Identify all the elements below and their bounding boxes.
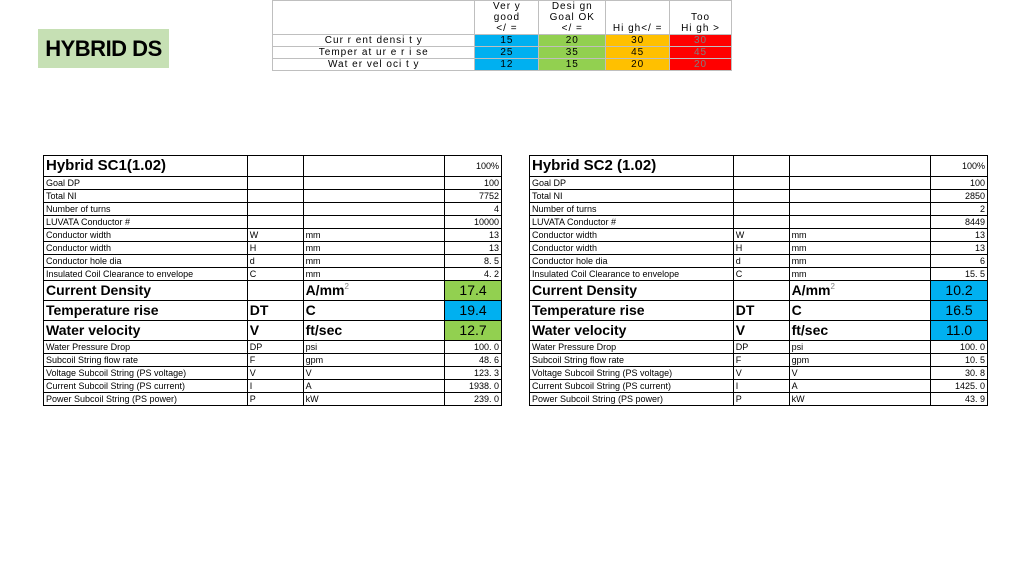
table-row: [44, 216, 502, 229]
row-symbol: d: [247, 255, 303, 268]
row-label: Water Pressure Drop: [530, 341, 734, 354]
row-value: 100. 0: [445, 341, 502, 354]
legend-threshold-cell: 15: [475, 35, 539, 47]
row-unit: [789, 203, 931, 216]
metric-label: Water velocity: [44, 321, 248, 341]
row-label: Insulated Coil Clearance to envelope: [44, 268, 248, 281]
row-unit: [303, 203, 445, 216]
legend-header-row: [273, 12, 732, 23]
row-value: 10000: [445, 216, 502, 229]
metric-symbol: [733, 281, 789, 301]
row-value: 48. 6: [445, 354, 502, 367]
row-symbol: [733, 177, 789, 190]
table-row: [44, 229, 502, 242]
legend-table: [272, 0, 732, 71]
row-unit: V: [789, 367, 931, 380]
row-unit: gpm: [789, 354, 931, 367]
row-unit: [789, 216, 931, 229]
table-row: [44, 190, 502, 203]
metric-unit-text: C: [305, 302, 316, 318]
key-metric-row: [530, 321, 988, 341]
key-metric-row: [530, 281, 988, 301]
legend-header-cell: Desi gn: [539, 1, 606, 13]
empty-cell: [303, 156, 445, 177]
row-symbol: [247, 203, 303, 216]
row-symbol: C: [247, 268, 303, 281]
row-value: 13: [931, 242, 988, 255]
row-symbol: [247, 177, 303, 190]
row-label: LUVATA Conductor #: [530, 216, 734, 229]
key-metric-row: [44, 301, 502, 321]
row-value: 6: [931, 255, 988, 268]
table-row: [530, 229, 988, 242]
table-row: [530, 367, 988, 380]
row-symbol: [733, 190, 789, 203]
metric-value: 10.2: [931, 281, 988, 301]
legend-header-cell: [670, 1, 732, 13]
metric-label: Temperature rise: [44, 301, 248, 321]
legend-header-cell: </ =: [475, 23, 539, 35]
row-unit: A: [303, 380, 445, 393]
row-label: LUVATA Conductor #: [44, 216, 248, 229]
legend-row: [273, 35, 732, 47]
row-label: Conductor width: [44, 229, 248, 242]
table-row: [44, 393, 502, 406]
row-label: Power Subcoil String (PS power): [530, 393, 734, 406]
legend-header-cell: Too: [670, 12, 732, 23]
table-row: [530, 203, 988, 216]
sc1-table: [43, 155, 502, 406]
row-value: 13: [931, 229, 988, 242]
row-unit: mm: [303, 268, 445, 281]
metric-symbol: DT: [733, 301, 789, 321]
row-unit: kW: [789, 393, 931, 406]
row-label: Number of turns: [530, 203, 734, 216]
table-row: [44, 341, 502, 354]
row-value: 13: [445, 242, 502, 255]
metric-symbol: V: [733, 321, 789, 341]
row-symbol: V: [733, 367, 789, 380]
table-row: [44, 242, 502, 255]
table-row: [530, 393, 988, 406]
row-symbol: DP: [733, 341, 789, 354]
row-label: Power Subcoil String (PS power): [44, 393, 248, 406]
row-value: 123. 3: [445, 367, 502, 380]
legend-row-label: Temper at ur e r i se: [273, 47, 475, 59]
legend-threshold-cell: 45: [606, 47, 670, 59]
legend-header-cell: Goal OK: [539, 12, 606, 23]
row-label: Conductor width: [530, 242, 734, 255]
row-symbol: d: [733, 255, 789, 268]
row-value: 8. 5: [445, 255, 502, 268]
legend-header-cell: Ver y: [475, 1, 539, 13]
row-label: Subcoil String flow rate: [44, 354, 248, 367]
row-value: 2850: [931, 190, 988, 203]
metric-unit-text: ft/sec: [791, 322, 829, 338]
row-symbol: I: [247, 380, 303, 393]
legend-header-cell: good: [475, 12, 539, 23]
page-title: HYBRID DS: [38, 29, 169, 68]
row-unit: mm: [303, 229, 445, 242]
row-value: 15. 5: [931, 268, 988, 281]
row-label: Conductor width: [44, 242, 248, 255]
metric-unit: [789, 301, 931, 321]
sc2-table: [529, 155, 988, 406]
row-unit: mm: [303, 255, 445, 268]
row-value: 4: [445, 203, 502, 216]
key-metric-row: [44, 281, 502, 301]
table-row: [44, 380, 502, 393]
metric-value: 16.5: [931, 301, 988, 321]
empty-cell: [733, 156, 789, 177]
row-value: 100: [931, 177, 988, 190]
legend-corner: [273, 23, 475, 35]
legend-header-row: [273, 23, 732, 35]
legend-row-label: Cur r ent densi t y: [273, 35, 475, 47]
row-unit: [789, 190, 931, 203]
row-label: Voltage Subcoil String (PS voltage): [530, 367, 734, 380]
table-row: [44, 367, 502, 380]
row-symbol: [247, 216, 303, 229]
row-label: Conductor hole dia: [44, 255, 248, 268]
metric-unit-text: A/mm: [305, 282, 345, 298]
legend-corner: [273, 12, 475, 23]
row-symbol: H: [733, 242, 789, 255]
row-value: 43. 9: [931, 393, 988, 406]
row-symbol: F: [733, 354, 789, 367]
metric-unit: [789, 321, 931, 341]
legend-row: [273, 59, 732, 71]
row-label: Water Pressure Drop: [44, 341, 248, 354]
row-symbol: H: [247, 242, 303, 255]
row-unit: mm: [789, 255, 931, 268]
legend-threshold-cell: 12: [475, 59, 539, 71]
table-row: [530, 380, 988, 393]
metric-unit: [303, 281, 445, 301]
row-symbol: I: [733, 380, 789, 393]
legend-row: [273, 47, 732, 59]
row-unit: psi: [303, 341, 445, 354]
row-label: Total NI: [44, 190, 248, 203]
row-value: 1425. 0: [931, 380, 988, 393]
table-row: [530, 268, 988, 281]
key-metric-row: [530, 301, 988, 321]
row-value: 13: [445, 229, 502, 242]
legend-threshold-cell: 20: [539, 35, 606, 47]
row-symbol: P: [247, 393, 303, 406]
metric-unit: [303, 301, 445, 321]
row-unit: mm: [789, 242, 931, 255]
row-symbol: [733, 216, 789, 229]
row-symbol: W: [247, 229, 303, 242]
key-metric-row: [44, 321, 502, 341]
table-row: [530, 354, 988, 367]
metric-value: 12.7: [445, 321, 502, 341]
row-symbol: [247, 190, 303, 203]
table-row: [530, 242, 988, 255]
row-symbol: W: [733, 229, 789, 242]
row-unit: kW: [303, 393, 445, 406]
legend-header-cell: [606, 1, 670, 13]
metric-value: 19.4: [445, 301, 502, 321]
table-row: [44, 203, 502, 216]
table-row: [44, 255, 502, 268]
row-value: 30. 8: [931, 367, 988, 380]
legend-header-cell: [606, 12, 670, 23]
row-value: 100: [445, 177, 502, 190]
row-unit: mm: [303, 242, 445, 255]
legend-threshold-cell: 30: [606, 35, 670, 47]
row-unit: [303, 190, 445, 203]
metric-label: Current Density: [44, 281, 248, 301]
table-row: [530, 177, 988, 190]
row-unit: [303, 216, 445, 229]
metric-unit: [789, 281, 931, 301]
metric-unit-text: A/mm: [791, 282, 831, 298]
legend-header-cell: Hi gh >: [670, 23, 732, 35]
metric-symbol: [247, 281, 303, 301]
table-row: [530, 341, 988, 354]
legend-threshold-cell: 25: [475, 47, 539, 59]
table-name: Hybrid SC1(1.02): [44, 156, 248, 177]
legend-header-row: [273, 1, 732, 13]
metric-unit-superscript: 2: [830, 282, 835, 291]
row-symbol: [733, 203, 789, 216]
row-label: Conductor width: [530, 229, 734, 242]
table-row: [44, 177, 502, 190]
row-unit: [303, 177, 445, 190]
percent-cell: 100%: [931, 156, 988, 177]
legend-corner: [273, 1, 475, 13]
legend-threshold-cell: 45: [670, 47, 732, 59]
row-label: Goal DP: [530, 177, 734, 190]
metric-unit-text: C: [791, 302, 802, 318]
legend-threshold-cell: 35: [539, 47, 606, 59]
percent-cell: 100%: [445, 156, 502, 177]
row-value: 7752: [445, 190, 502, 203]
table-row: [44, 268, 502, 281]
row-symbol: C: [733, 268, 789, 281]
row-unit: A: [789, 380, 931, 393]
row-label: Insulated Coil Clearance to envelope: [530, 268, 734, 281]
table-row: [530, 255, 988, 268]
row-value: 1938. 0: [445, 380, 502, 393]
row-label: Number of turns: [44, 203, 248, 216]
legend-threshold-cell: 30: [670, 35, 732, 47]
metric-label: Water velocity: [530, 321, 734, 341]
legend-row-label: Wat er vel oci t y: [273, 59, 475, 71]
row-label: Current Subcoil String (PS current): [44, 380, 248, 393]
row-unit: psi: [789, 341, 931, 354]
legend-header-cell: </ =: [539, 23, 606, 35]
row-value: 100. 0: [931, 341, 988, 354]
row-symbol: P: [733, 393, 789, 406]
row-symbol: V: [247, 367, 303, 380]
metric-unit-text: ft/sec: [305, 322, 343, 338]
empty-cell: [247, 156, 303, 177]
legend-threshold-cell: 20: [670, 59, 732, 71]
row-value: 239. 0: [445, 393, 502, 406]
legend-header-cell: Hi gh</ =: [606, 23, 670, 35]
table-header-row: [44, 156, 502, 177]
metric-symbol: DT: [247, 301, 303, 321]
row-symbol: F: [247, 354, 303, 367]
table-row: [44, 354, 502, 367]
table-row: [530, 216, 988, 229]
legend-threshold-cell: 15: [539, 59, 606, 71]
empty-cell: [789, 156, 931, 177]
row-label: Voltage Subcoil String (PS voltage): [44, 367, 248, 380]
row-unit: [789, 177, 931, 190]
table-header-row: [530, 156, 988, 177]
row-value: 2: [931, 203, 988, 216]
row-label: Conductor hole dia: [530, 255, 734, 268]
metric-label: Current Density: [530, 281, 734, 301]
row-unit: gpm: [303, 354, 445, 367]
metric-unit-superscript: 2: [344, 282, 349, 291]
metric-label: Temperature rise: [530, 301, 734, 321]
row-symbol: DP: [247, 341, 303, 354]
row-value: 8449: [931, 216, 988, 229]
table-name: Hybrid SC2 (1.02): [530, 156, 734, 177]
row-unit: mm: [789, 268, 931, 281]
metric-unit: [303, 321, 445, 341]
metric-value: 11.0: [931, 321, 988, 341]
row-label: Total NI: [530, 190, 734, 203]
row-unit: mm: [789, 229, 931, 242]
legend-threshold-cell: 20: [606, 59, 670, 71]
row-label: Subcoil String flow rate: [530, 354, 734, 367]
metric-value: 17.4: [445, 281, 502, 301]
row-label: Current Subcoil String (PS current): [530, 380, 734, 393]
metric-symbol: V: [247, 321, 303, 341]
row-label: Goal DP: [44, 177, 248, 190]
row-unit: V: [303, 367, 445, 380]
row-value: 4. 2: [445, 268, 502, 281]
table-row: [530, 190, 988, 203]
row-value: 10. 5: [931, 354, 988, 367]
